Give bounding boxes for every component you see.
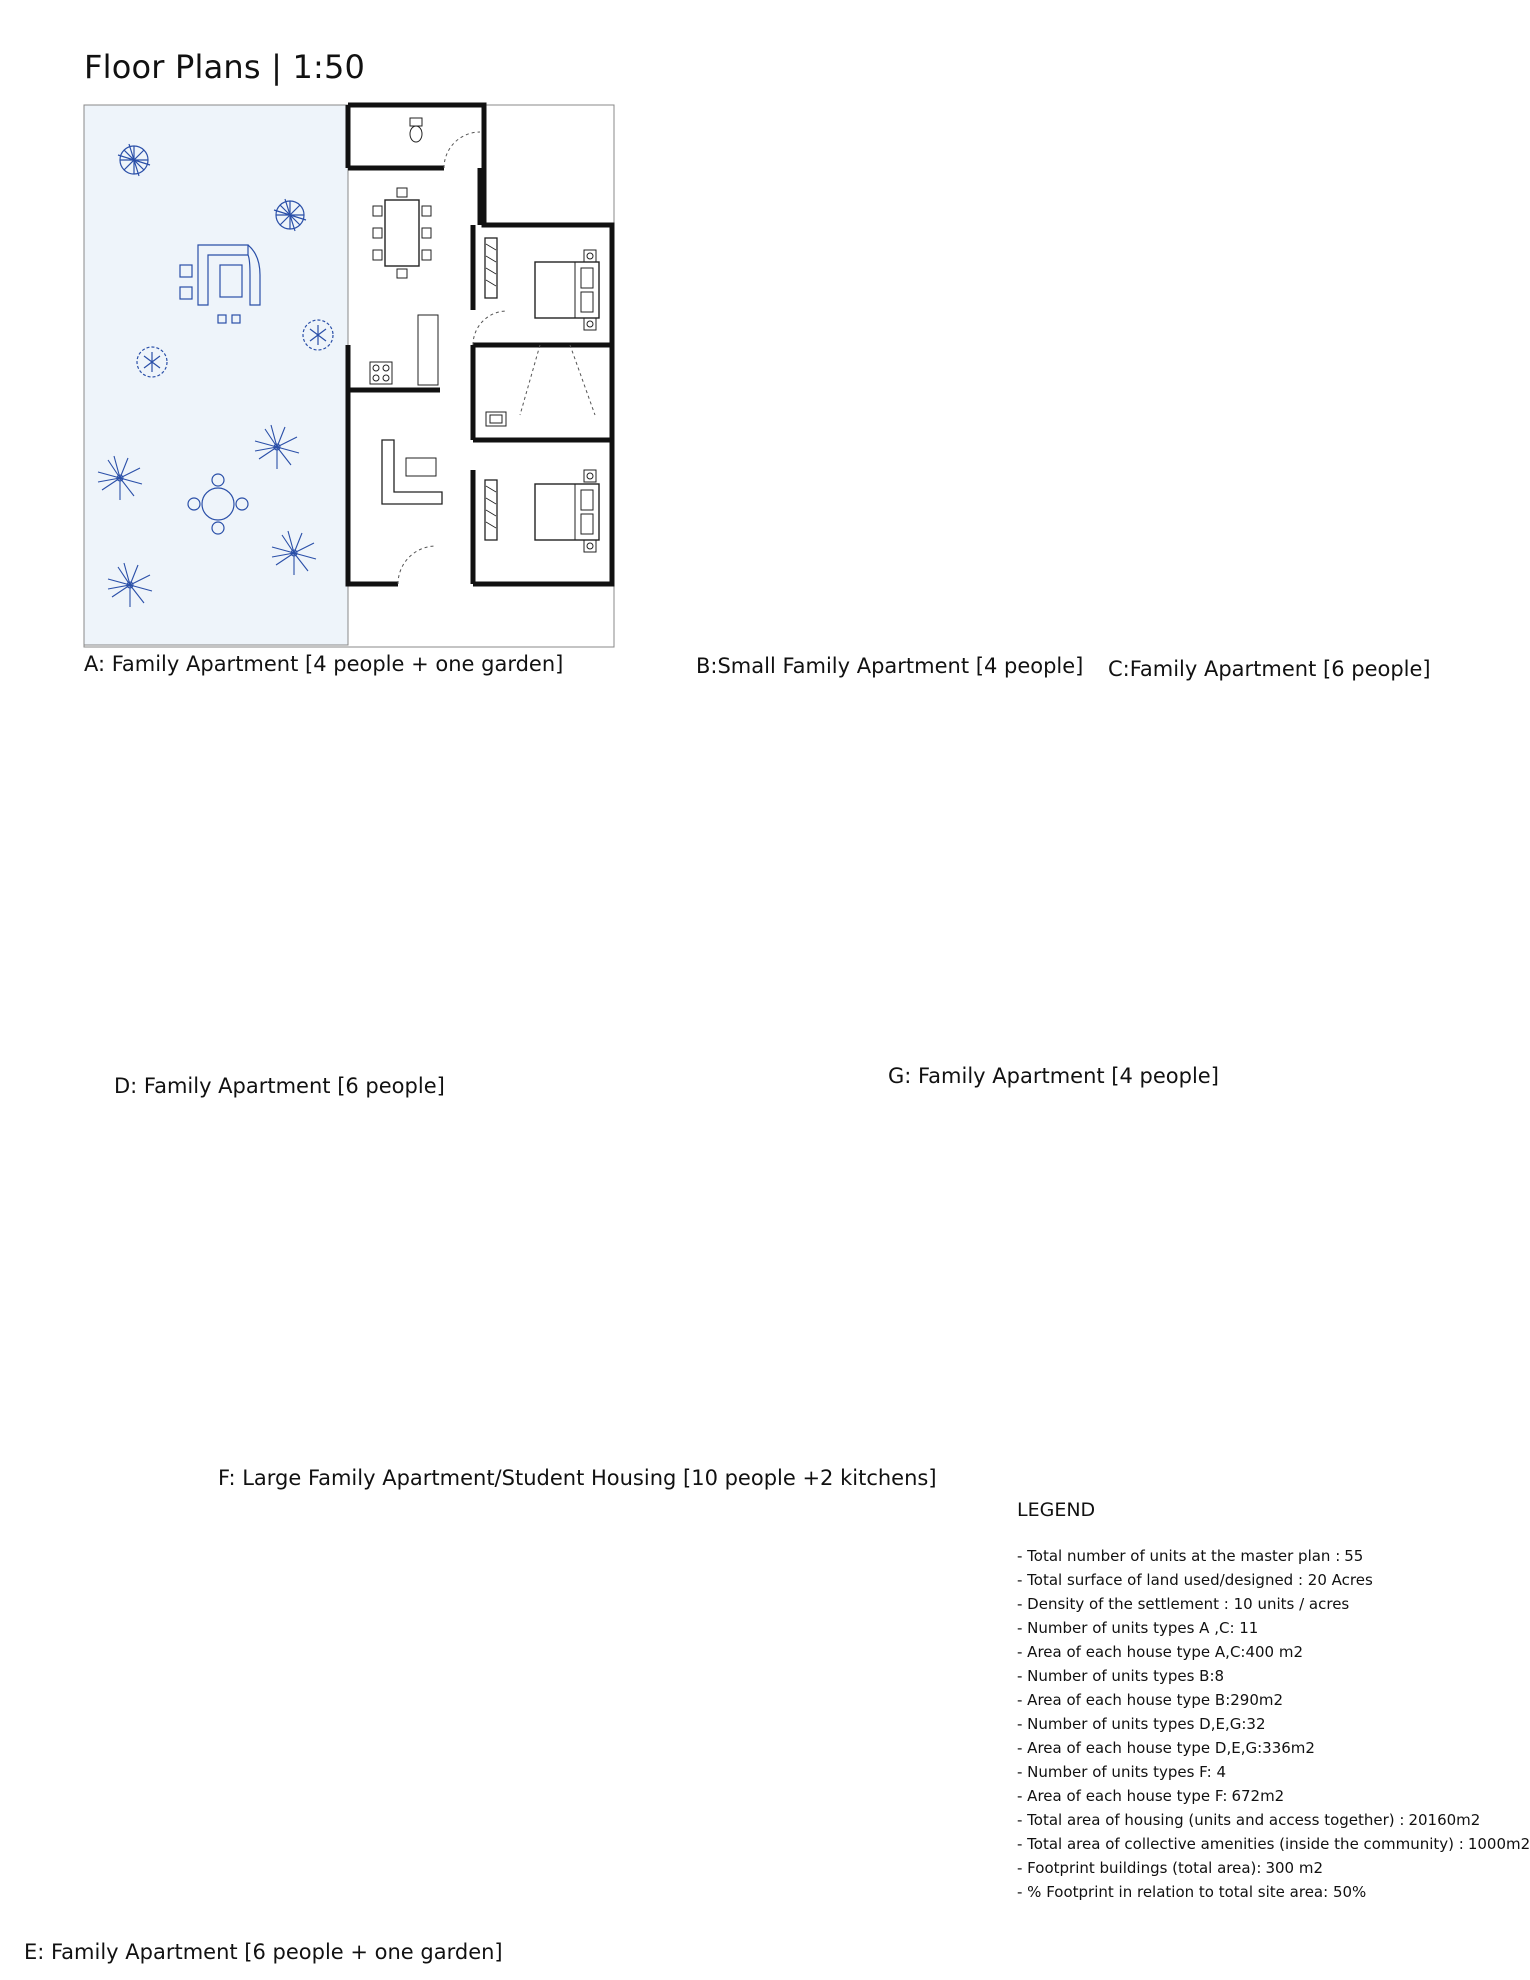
legend-list <box>1017 1544 1530 1904</box>
page-title: Floor Plans | 1:50 <box>84 48 366 86</box>
legend-item: - Number of units types F: 4 <box>1017 1763 1226 1781</box>
legend-heading: LEGEND <box>1017 1499 1096 1521</box>
legend-item: - Number of units types A ,C: 11 <box>1017 1619 1259 1637</box>
legend-item: - Area of each house type B:290m2 <box>1017 1691 1284 1709</box>
legend-item: - Number of units types B:8 <box>1017 1667 1225 1685</box>
legend-item: - Total surface of land used/designed : 20 Acres <box>1017 1571 1373 1589</box>
caption-plan-f: F: Large Family Apartment/Student Housing [10 people +2 kitchens] <box>218 1466 937 1490</box>
caption-plan-a: A: Family Apartment [4 people + one garden] <box>84 652 564 676</box>
legend-item: - Area of each house type D,E,G:336m2 <box>1017 1739 1315 1757</box>
legend-item: - Number of units types D,E,G:32 <box>1017 1715 1266 1733</box>
legend-item: - Total number of units at the master plan : 55 <box>1017 1547 1364 1565</box>
legend-item: - Density of the settlement : 10 units / acres <box>1017 1595 1350 1613</box>
garden-a <box>84 105 348 645</box>
caption-plan-g: G: Family Apartment [4 people] <box>888 1064 1219 1088</box>
legend <box>1017 1498 1530 1904</box>
legend-item: - Footprint buildings (total area): 300 m2 <box>1017 1859 1324 1877</box>
plan-a <box>84 105 614 647</box>
legend-item: - Total area of housing (units and access together) : 20160m2 <box>1017 1811 1481 1829</box>
legend-item: - Area of each house type F: 672m2 <box>1017 1787 1285 1805</box>
legend-item: - Total area of collective amenities (inside the community) : 1000m2 <box>1017 1835 1530 1853</box>
legend-item: - % Footprint in relation to total site area: 50% <box>1017 1883 1367 1901</box>
caption-plan-e: E: Family Apartment [6 people + one garden] <box>24 1940 503 1964</box>
caption-plan-d: D: Family Apartment [6 people] <box>114 1074 445 1098</box>
caption-plan-b: B:Small Family Apartment [4 people] <box>696 654 1084 678</box>
caption-plan-c: C:Family Apartment [6 people] <box>1108 657 1431 681</box>
legend-item: - Area of each house type A,C:400 m2 <box>1017 1643 1304 1661</box>
